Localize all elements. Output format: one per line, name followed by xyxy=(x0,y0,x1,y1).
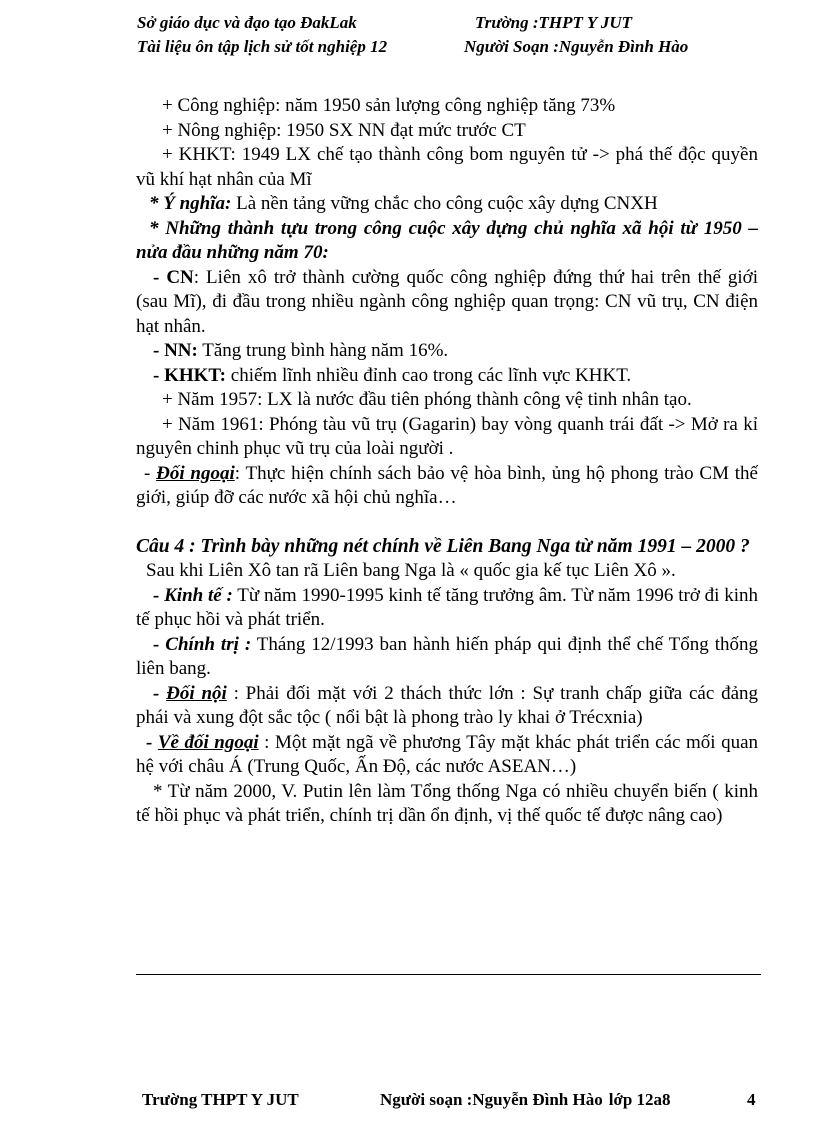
page-footer xyxy=(142,1090,762,1110)
paragraph-domestic xyxy=(136,682,758,731)
footer-school: Trường THPT Y JUT xyxy=(142,1090,299,1109)
header-line-2 xyxy=(137,36,777,58)
foreign-policy-dash: - xyxy=(144,462,157,484)
khkt-label: - KHKT: xyxy=(153,364,227,386)
paragraph-significance xyxy=(136,192,758,217)
politics-label: - Chính trị : xyxy=(153,633,252,655)
russia-foreign-dash: - xyxy=(146,731,158,753)
paragraph-foreign-policy xyxy=(136,462,758,511)
nn-label: - NN: xyxy=(153,340,198,361)
domestic-dash: - xyxy=(153,682,167,704)
header-line-1 xyxy=(137,12,777,34)
section-heading-achievements: * Những thành tựu trong công cuộc xây dựng chủ nghĩa xã hội từ 1950 – nửa đầu những năm 70: xyxy=(136,217,758,263)
paragraph-russia-foreign xyxy=(136,731,758,780)
significance-text: Là nền tảng vững chắc cho công cuộc xây dựng CNXH xyxy=(231,193,658,214)
footer-author-block xyxy=(380,1090,671,1110)
spacer xyxy=(136,511,758,535)
paragraph-cn xyxy=(136,266,758,340)
paragraph-nn xyxy=(136,339,758,364)
politics-text: Tháng 12/1993 ban hành hiến pháp qui định thể chế Tổng thống liên bang. xyxy=(136,633,758,679)
footer-author: Người soạn :Nguyễn Đình Hào xyxy=(380,1090,603,1109)
paragraph-khkt xyxy=(136,364,758,389)
foreign-policy-label: Đối ngoại xyxy=(156,462,235,484)
footer-divider xyxy=(136,974,761,975)
paragraph-politics xyxy=(136,633,758,682)
nn-text: Tăng trung bình hàng năm 16%. xyxy=(197,340,449,361)
paragraph-russia-intro: Sau khi Liên Xô tan rã Liên bang Nga là « quốc gia kế tục Liên Xô ». xyxy=(146,560,676,581)
significance-label: * Ý nghĩa: xyxy=(149,193,232,214)
foreign-policy-text: : Thực hiện chính sách bảo vệ hòa bình, ủng hộ phong trào CM thế giới, giúp đỡ các nước xã hội chủ nghĩa… xyxy=(136,462,758,508)
paragraph-1961: + Năm 1961: Phóng tàu vũ trụ (Gagarin) bay vòng quanh trái đất -> Mở ra kỉ nguyên chinh phục vũ trụ của loài người . xyxy=(136,413,758,459)
cn-text: : Liên xô trở thành cường quốc công nghiệp đứng thứ hai trên thế giới (sau Mĩ), đi đầu trong nhiều ngành công nghiệp quan trọng: CN vũ trụ, CN điện hạt nhân. xyxy=(136,266,758,337)
document-body xyxy=(136,94,758,829)
header-department: Sở giáo dục và đạo tạo ĐakLak xyxy=(137,13,357,32)
cn-label: - CN xyxy=(153,266,194,288)
header-document-title: Tài liệu ôn tập lịch sử tốt nghiệp 12 xyxy=(137,37,388,56)
header-author: Người Soạn :Nguyễn Đình Hào xyxy=(464,37,689,56)
paragraph-1957: + Năm 1957: LX là nước đầu tiên phóng thành công vệ tinh nhân tạo. xyxy=(162,389,692,410)
page-number: 4 xyxy=(747,1090,756,1109)
paragraph-industry: + Công nghiệp: năm 1950 sản lượng công nghiệp tăng 73% xyxy=(162,95,616,116)
khkt-text: chiếm lĩnh nhiều đỉnh cao trong các lĩnh vực KHKT. xyxy=(226,364,632,386)
domestic-label: Đối nội xyxy=(166,682,227,704)
paragraph-economy xyxy=(136,584,758,633)
russia-foreign-label: Về đối ngoại xyxy=(157,731,259,753)
footer-class: lớp 12a8 xyxy=(608,1090,671,1109)
domestic-text: : Phải đối mặt với 2 thách thức lớn : Sự tranh chấp giữa các đảng phái và xung đột sắc tộc ( nổi bật là phong trào ly khai ở Trécxnia) xyxy=(136,682,758,728)
economy-text: Từ năm 1990-1995 kinh tế tăng trưởng âm. Từ năm 1996 trở đi kinh tế phục hồi và phát triển. xyxy=(136,584,759,630)
paragraph-science: + KHKT: 1949 LX chế tạo thành công bom nguyên tử -> phá thế độc quyền vũ khí hạt nhân của Mĩ xyxy=(136,144,758,190)
paragraph-agriculture: + Nông nghiệp: 1950 SX NN đạt mức trước CT xyxy=(162,119,526,141)
header-school: Trường :THPT Y JUT xyxy=(475,13,633,32)
russia-foreign-text: : Một mặt ngã về phương Tây mặt khác phát triển các mối quan hệ với châu Á (Trung Quốc, Ấn Độ, các nước ASEAN…) xyxy=(136,731,759,777)
paragraph-putin: * Từ năm 2000, V. Putin lên làm Tổng thống Nga có nhiều chuyển biến ( kinh tế hồi phục và phát triển, chính trị dần ổn định, vị thế quốc tế được nâng cao) xyxy=(136,780,758,826)
question-4-heading: Câu 4 : Trình bày những nét chính về Liên Bang Nga từ năm 1991 – 2000 ? xyxy=(136,535,750,557)
economy-label: - Kinh tế : xyxy=(153,584,233,606)
